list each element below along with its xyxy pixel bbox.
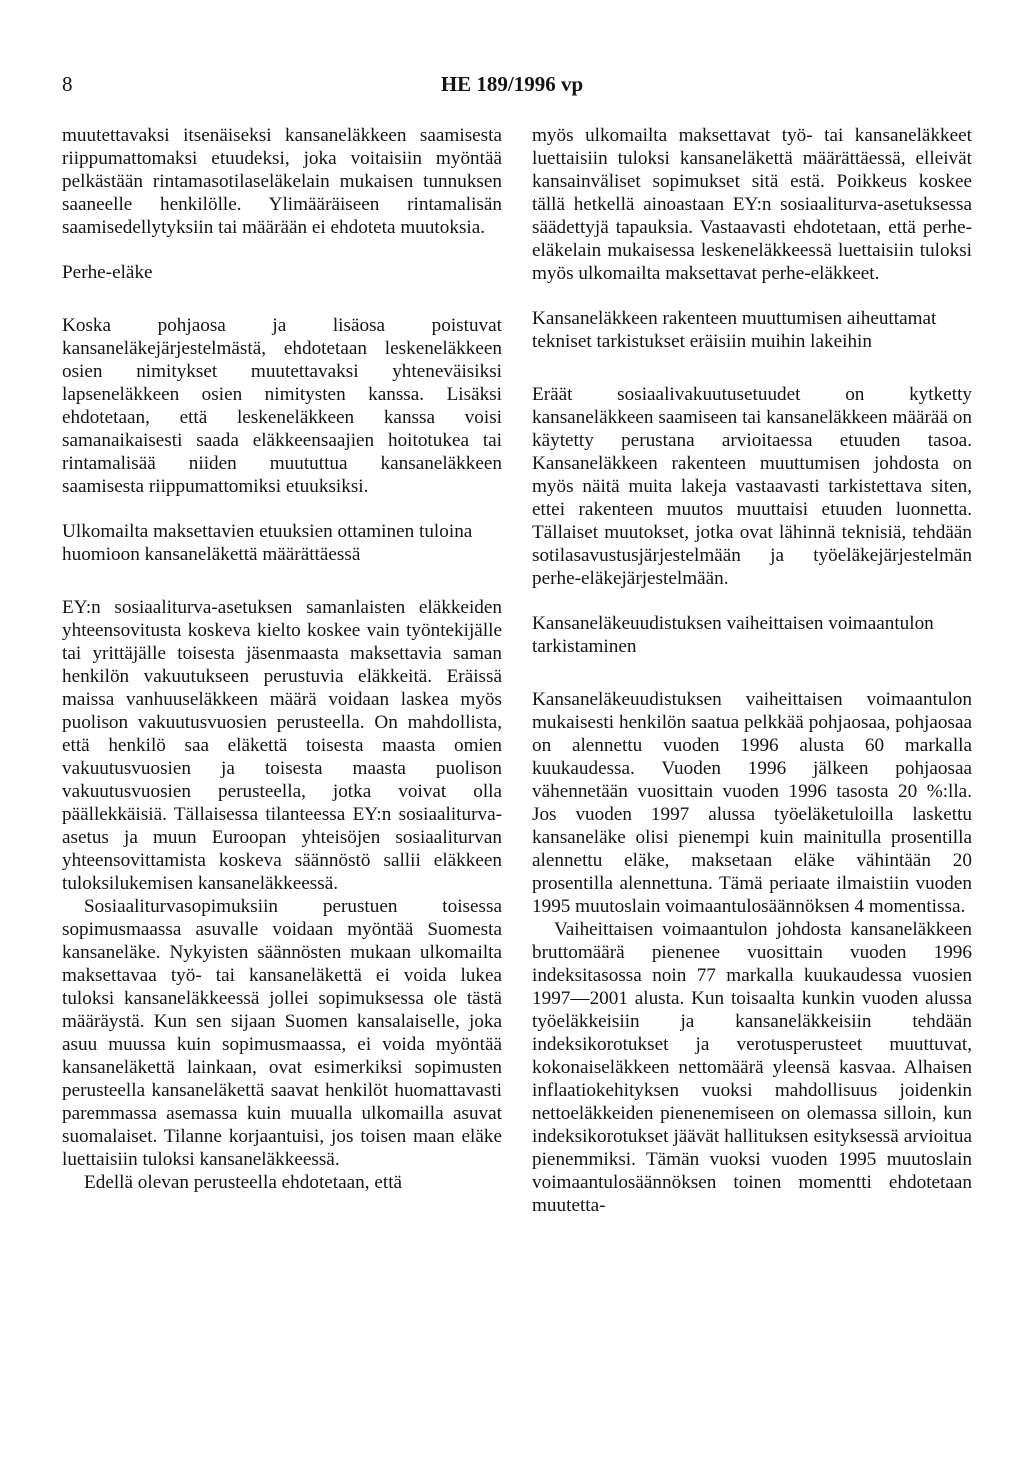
left-column [62,124,502,1194]
paragraph: myös ulkomailta maksettavat työ- tai kansaneläkkeet luettaisiin tuloksi kansaneläkettä määrättäessä, elleivät kansainväliset sopimukset sitä estä. Poikkeus koskee tällä hetkellä ainoastaan EY:n sosiaaliturva-asetuksessa säädettyjä tapauksia. Vastaavasti ehdotetaan, että perhe-eläkelain mukaisessa leskeneläkkeessä luettaisiin tuloksi myös ulkomailta maksettavat perhe-eläkkeet. [532,125,972,284]
section-heading: Perhe-eläke [62,262,153,283]
paragraph: Edellä olevan perusteella ehdotetaan, että [84,1172,403,1193]
paragraph: Eräät sosiaalivakuutusetuudet on kytketty kansaneläkkeen saamiseen tai kansaneläkkeen määrää on käytetty perustana arvioitaessa etuuden tasoa. Kansaneläkkeen rakenteen muuttumisen johdosta on myös näitä muita lakeja vastaavasti tarkistettava siten, ettei rakenteen muutos muuttaisi etuuden luonnetta. Tällaiset muutokset, jotka ovat lähinnä teknisiä, tehdään sotilasavustusjärjestelmään ja työeläkejärjestelmän perhe-eläkejärjestelmään. [532,384,972,589]
section-heading: Kansaneläkkeen rakenteen muuttumisen aiheuttamat tekniset tarkistukset eräisiin muihin lakeihin [532,308,937,352]
paragraph: muutettavaksi itsenäiseksi kansaneläkkeen saamisesta riippumattomaksi etuudeksi, joka voitaisiin myöntää pelkästään rintamasotilaseläkelain mukaisen tunnuksen saaneelle henkilölle. Ylimääräiseen rintamalisän saamisedellytyksiin tai määrään ei ehdoteta muutoksia. [62,125,502,238]
paragraph: EY:n sosiaaliturva-asetuksen samanlaisten eläkkeiden yhteensovitusta koskeva kielto koskee vain työntekijälle tai yrittäjälle toisesta jäsenmaasta maksettavia saman henkilön vakuutukseen perustuvia eläkkeitä. Eräissä maissa vanhuuseläkkeen määrä voidaan laskea myös puolison vakuutusvuosien perusteella. On mahdollista, että henkilö saa eläkettä toisesta maasta omien vakuutusvuosien ja toisesta maasta puolison vakuutusvuosien perusteella, jotka voivat olla päällekkäisiä. Tällaisessa tilanteessa EY:n sosiaaliturva-asetus ja muun Euroopan yhteisöjen sosiaaliturvan yhteensovittamista koskeva säännöstö sallii eläkkeen tuloksilukemisen kansaneläkkeessä. [62,597,502,894]
paragraph: Kansaneläkeuudistuksen vaiheittaisen voimaantulon mukaisesti henkilön saatua pelkkää pohjaosaa, pohjaosaa on alennettu vuoden 1996 alusta 60 markalla kuukaudessa. Vuoden 1996 jälkeen pohjaosaa vähennetään vuosittain vuoden 1996 tasosta 20 %:lla. Jos vuoden 1997 alussa työeläketuloilla laskettu kansaneläke olisi pienempi kuin mainitulla prosentilla alennettu eläke, maksetaan eläke vähintään 20 prosentilla alennettuna. Tämä periaate ilmaistiin vuoden 1995 muutoslain voimaantulosäännöksen 4 momentissa. [532,689,972,917]
right-column [532,124,972,1217]
document-id: HE 189/1996 vp [440,72,584,96]
section-heading: Ulkomailta maksettavien etuuksien ottaminen tuloina huomioon kansaneläkettä määrättäessä [62,521,473,565]
section-heading: Kansaneläkeuudistuksen vaiheittaisen voimaantulon tarkistaminen [532,613,934,657]
paragraph: Koska pohjaosa ja lisäosa poistuvat kansaneläkejärjestelmästä, ehdotetaan leskeneläkkeen osien nimitykset muutettavaksi yhteneväisiksi lapseneläkkeen osien nimitysten kanssa. Lisäksi ehdotetaan, että leskeneläkkeen kanssa voisi samanaikaisesti saada eläkkeensaajien hoitotukea tai rintamalisää niiden muututtua kansaneläkkeen saamisesta riippumattomiksi etuuksiksi. [62,315,502,497]
page-number: 8 [62,72,73,96]
paragraph: Vaiheittaisen voimaantulon johdosta kansaneläkkeen bruttomäärä pienenee vuosittain vuoden 1996 indeksitasossa noin 77 markalla kuukaudessa vuosien 1997—2001 alusta. Kun toisaalta kunkin vuoden alussa työeläkkeisiin ja kansaneläkkeisiin tehdään indeksikorotukset ja verotusperusteet muuttuvat, kokonaiseläkkeen nettomäärä yleensä kasvaa. Alhaisen inflaatiokehityksen vuoksi mahdollisuus joidenkin nettoeläkkeiden pienenemiseen on olemassa silloin, kun indeksikorotukset jäävät hallituksen esityksessä arvioitua pienemmiksi. Tämän vuoksi vuoden 1995 muutoslain voimaantulosäännöksen toinen momentti ehdotetaan muutetta- [532,919,972,1216]
paragraph: Sosiaaliturvasopimuksiin perustuen toisessa sopimusmaassa asuvalle voidaan myöntää Suomesta kansaneläke. Nykyisten säännösten mukaan ulkomailta maksettavaa työ- tai kansaneläkettä ei voida lukea tuloksi kansaneläkkeessä jollei sopimuksessa ole tästä määräystä. Kun sen sijaan Suomen kansalaiselle, joka asuu muussa kuin sopimusmaassa, ei voida myöntää kansaneläkettä lainkaan, ovat esimerkiksi sopimusten perusteella kansaneläkettä saavat henkilöt huomattavasti paremmassa asemassa kuin muualla ulkomailla asuvat suomalaiset. Tilanne korjaantuisi, jos toisen maan eläke luettaisiin tuloksi kansaneläkkeessä. [62,896,502,1170]
